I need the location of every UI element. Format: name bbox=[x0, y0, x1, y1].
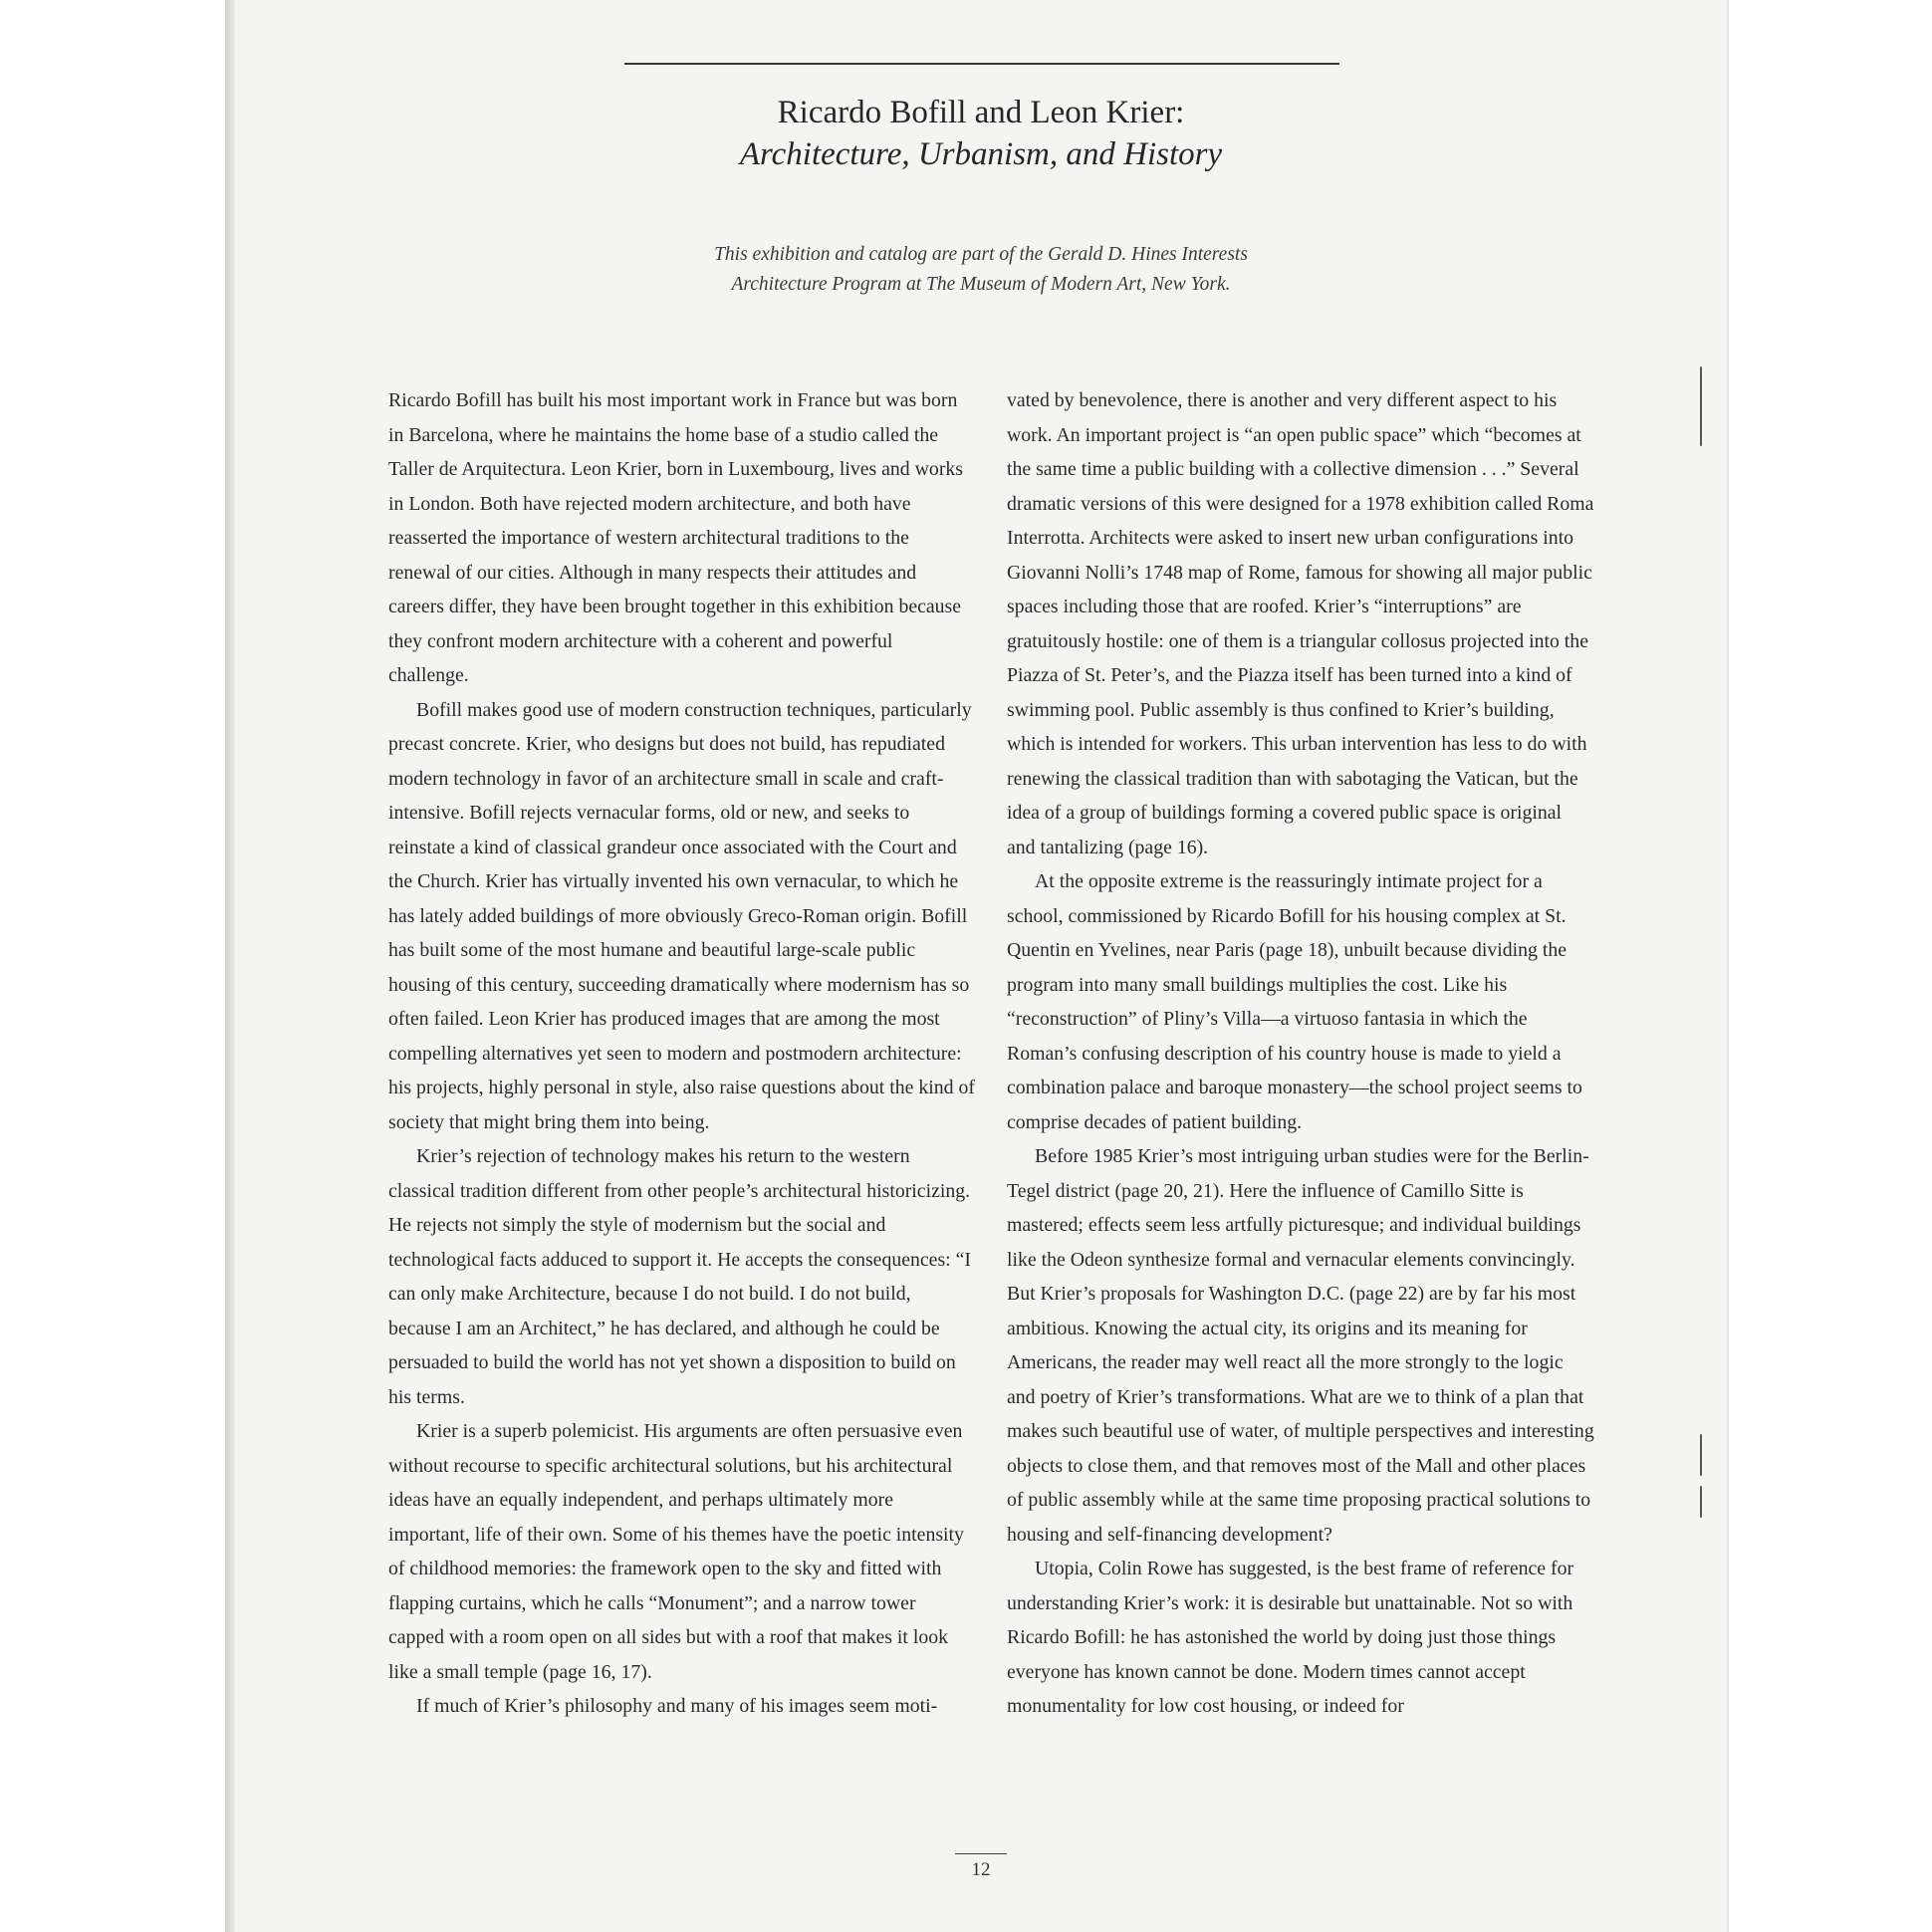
margin-mark bbox=[1700, 1434, 1702, 1476]
header-rule bbox=[624, 63, 1339, 65]
margin-mark bbox=[1700, 1486, 1702, 1518]
folio-rule bbox=[955, 1853, 1007, 1854]
paragraph: Krier’s rejection of technology makes his return to the western classical tradition different from other people’s architectural historicizing. He rejects not simply the style of modernism but the social and technological facts adduced to support it. He accepts the consequences: “I can only make Architecture, because I do not build. I do not build, because I am an Architect,” he has declared, and although he could be persuaded to build the world has not yet shown a disposition to build on his terms. bbox=[388, 1145, 971, 1408]
sponsor-note bbox=[598, 240, 1364, 300]
paragraph: Ricardo Bofill has built his most important work in France but was born in Barcelona, where he maintains the home base of a studio called the Taller de Arquitectura. Leon Krier, born in Luxembourg, lives and works in London. Both have rejected modern architecture, and both have reasserted the importance of western architectural traditions to the renewal of our cities. Although in many respects their attitudes and careers differ, they have been brought together in this exhibition because they confront modern architecture with a coherent and powerful challenge. bbox=[388, 389, 963, 686]
sponsor-line: This exhibition and catalog are part of the Gerald D. Hines Interests bbox=[714, 244, 1248, 265]
paragraph: vated by benevolence, there is another and very different aspect to his work. An important project is “an open public space” which “becomes at the same time a public building with a collective dimension . . .” Several dramatic versions of this were designed for a 1978 exhibition called Roma Interrotta. Architects were asked to insert new urban configurations into Giovanni Nolli’s 1748 map of Rome, famous for showing all major public spaces including those that are roofed. Krier’s “interruptions” are gratuitously hostile: one of them is a triangular collosus projected into the Piazza of St. Peter’s, and the Piazza itself has been turned into a kind of swimming pool. Public assembly is thus confined to Krier’s building, which is intended for workers. This urban intervention has less to do with renewing the classical tradition than with sabotaging the Vatican, but the idea of a group of buildings forming a covered public space is original and tantalizing (page 16). bbox=[1007, 389, 1594, 858]
margin-mark bbox=[1700, 366, 1702, 446]
page-binding-edge bbox=[225, 0, 235, 1932]
sponsor-line: Architecture Program at The Museum of Modern Art, New York. bbox=[731, 274, 1231, 295]
paragraph: Krier is a superb polemicist. His arguments are often persuasive even without recourse to specific architectural solutions, but his architectural ideas have an equally independent, and perhaps ultimately more important, life of their own. Some of his themes have the poetic intensity of childhood memories: the framework open to the sky and fitted with flapping curtains, which he calls “Monument”; and a narrow tower capped with a room open on all sides but with a roof that makes it look like a small temple (page 16, 17). bbox=[388, 1420, 964, 1683]
page-subtitle: Architecture, Urbanism, and History bbox=[739, 136, 1223, 172]
right-column bbox=[1007, 383, 1594, 1724]
paragraph: Utopia, Colin Rowe has suggested, is the best frame of reference for understanding Krier’s work: it is desirable but unattainable. Not so with Ricardo Bofill: he has astonished the world by doing just those things everyone has known cannot be done. Modern times cannot accept monumentality for low cost housing, or indeed for bbox=[1007, 1558, 1574, 1717]
paragraph: If much of Krier’s philosophy and many of his images seem moti- bbox=[416, 1695, 938, 1717]
left-column bbox=[388, 383, 976, 1724]
page-number: 12 bbox=[971, 1859, 991, 1880]
page-title: Ricardo Bofill and Leon Krier: bbox=[777, 95, 1185, 130]
paragraph: Before 1985 Krier’s most intriguing urban studies were for the Berlin-Tegel district (page 20, 21). Here the influence of Camillo Sitte is mastered; effects seem less artfully picturesque; and individual buildings like the Odeon synthesize formal and vernacular elements convincingly. But Krier’s proposals for Washington D.C. (page 22) are by far his most ambitious. Knowing the actual city, its origins and its meaning for Americans, the reader may well react all the more strongly to the logic and poetry of Krier’s transformations. What are we to think of a plan that makes such beautiful use of water, of multiple perspectives and interesting objects to close them, and that removes most of the Mall and other places of public assembly while at the same time proposing practical solutions to housing and self-financing development? bbox=[1007, 1145, 1594, 1546]
paragraph: Bofill makes good use of modern construction techniques, particularly precast concrete. Krier, who designs but does not build, has repudiated modern technology in favor of an architecture small in scale and craft-intensive. Bofill rejects vernacular forms, old or new, and seeks to reinstate a kind of classical grandeur once associated with the Court and the Church. Krier has virtually invented his own vernacular, to which he has lately added buildings of more obviously Greco-Roman origin. Bofill has built some of the most humane and beautiful large-scale public housing of this century, succeeding dramatically where modernism has so often failed. Leon Krier has produced images that are among the most compelling alternatives yet seen to modern and postmodern architecture: his projects, highly personal in style, also raise questions about the kind of society that might bring them into being. bbox=[388, 698, 975, 1133]
paragraph: At the opposite extreme is the reassuringly intimate project for a school, commissioned by Ricardo Bofill for his housing complex at St. Quentin en Yvelines, near Paris (page 18), unbuilt because dividing the program into many small buildings multiplies the cost. Like his “reconstruction” of Pliny’s Villa—a virtuoso fantasia in which the Roman’s confusing description of his country house is made to yield a combination palace and baroque monastery—the school project seems to comprise decades of patient building. bbox=[1007, 870, 1582, 1133]
